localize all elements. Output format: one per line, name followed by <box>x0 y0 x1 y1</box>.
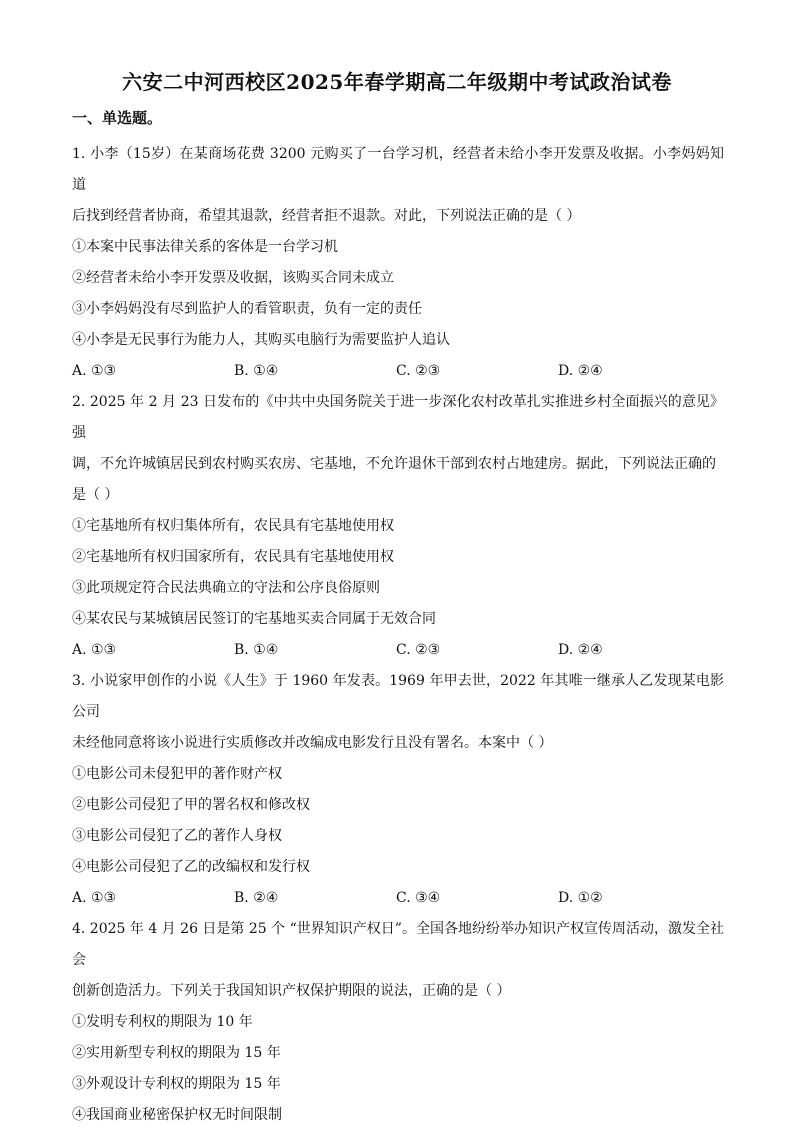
answer-choice: A. ①③ <box>72 890 117 906</box>
answer-choice: C. ②③ <box>396 363 441 379</box>
statement-option: ④某农民与某城镇居民签订的宅基地买卖合同属于无效合同 <box>72 611 436 627</box>
question-stem-line: 4. 2025 年 4 月 26 日是第 25 个 “世界知识产权日”。全国各地纷纷举办知识产权宣传周活动，激发全社会 <box>72 921 724 968</box>
answer-choice: C. ②③ <box>396 642 441 658</box>
statement-option: ②电影公司侵犯了甲的署名权和修改权 <box>72 797 310 813</box>
question-stem-line: 创新创造活力。下列关于我国知识产权保护期限的说法，正确的是（ ） <box>72 983 511 999</box>
answer-choice: D. ②④ <box>558 363 603 379</box>
statement-option: ①本案中民事法律关系的客体是一台学习机 <box>72 239 338 255</box>
statement-option: ①发明专利权的期限为 10 年 <box>72 1014 253 1030</box>
question-2 <box>72 387 724 666</box>
answer-choice: C. ③④ <box>396 890 441 906</box>
question-stem-line: 2. 2025 年 2 月 23 日发布的《中共中央国务院关于进一步深化农村改革扎实推进乡村全面振兴的意见》强 <box>72 394 724 441</box>
question-stem-line: 1. 小李（15岁）在某商场花费 3200 元购买了一台学习机，经营者未给小李开发票及收据。小李妈妈知道 <box>72 146 724 193</box>
statement-option: ①宅基地所有权归集体所有，农民具有宅基地使用权 <box>72 518 394 534</box>
exam-title: 六安二中河西校区2025年春学期高二年级期中考试政治试卷 <box>122 70 672 94</box>
answer-choice: B. ①④ <box>234 363 279 379</box>
question-list <box>72 139 724 1131</box>
statement-option: ①电影公司未侵犯甲的著作财产权 <box>72 766 282 782</box>
question-stem-line: 是（ ） <box>72 487 119 503</box>
statement-option: ③外观设计专利权的期限为 15 年 <box>72 1076 281 1092</box>
question-1 <box>72 139 724 387</box>
answer-choice: D. ①② <box>558 890 603 906</box>
question-stem-line: 未经他同意将该小说进行实质修改并改编成电影发行且没有署名。本案中（ ） <box>72 735 553 751</box>
statement-option: ②经营者未给小李开发票及收据，该购买合同未成立 <box>72 270 394 286</box>
section-heading: 一、单选题。 <box>72 109 163 127</box>
answer-choice: B. ①④ <box>234 642 279 658</box>
answer-choice: A. ①③ <box>72 642 117 658</box>
statement-option: ②宅基地所有权归国家所有，农民具有宅基地使用权 <box>72 549 394 565</box>
answer-choices <box>72 635 724 666</box>
question-stem-line: 后找到经营者协商，希望其退款，经营者拒不退款。对此，下列说法正确的是（ ） <box>72 208 581 224</box>
question-stem-line: 3. 小说家甲创作的小说《人生》于 1960 年发表。1969 年甲去世，2022 年其唯一继承人乙发现某电影公司 <box>72 673 724 720</box>
statement-option: ④小李是无民事行为能力人，其购买电脑行为需要监护人追认 <box>72 332 450 348</box>
answer-choices <box>72 883 724 914</box>
question-stem-line: 调，不允许城镇居民到农村购买农房、宅基地，不允许退休干部到农村占地建房。据此，下列说法正确的 <box>72 456 716 472</box>
statement-option: ③此项规定符合民法典确立的守法和公序良俗原则 <box>72 580 380 596</box>
statement-option: ③小李妈妈没有尽到监护人的看管职责，负有一定的责任 <box>72 301 422 317</box>
question-4 <box>72 914 724 1131</box>
statement-option: ③电影公司侵犯了乙的著作人身权 <box>72 828 282 844</box>
statement-option: ②实用新型专利权的期限为 15 年 <box>72 1045 281 1061</box>
statement-option: ④我国商业秘密保护权无时间限制 <box>72 1107 282 1123</box>
answer-choice: A. ①③ <box>72 363 117 379</box>
answer-choice: B. ②④ <box>234 890 279 906</box>
answer-choices <box>72 356 724 387</box>
answer-choice: D. ②④ <box>558 642 603 658</box>
statement-option: ④电影公司侵犯了乙的改编权和发行权 <box>72 859 310 875</box>
question-3 <box>72 666 724 914</box>
